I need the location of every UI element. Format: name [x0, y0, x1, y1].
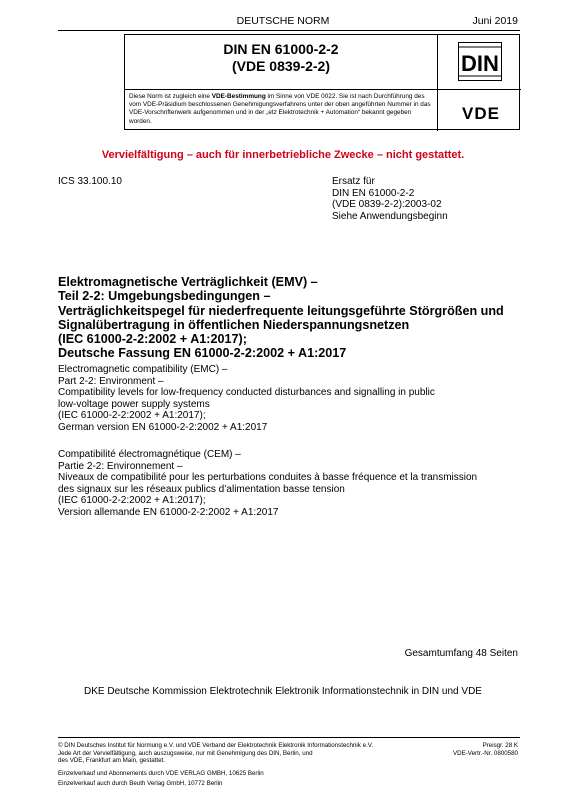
replaces-line: DIN EN 61000-2-2: [332, 187, 415, 199]
vde-logo-text: VDE: [462, 105, 500, 121]
title-en-line: low-voltage power supply systems: [58, 398, 210, 410]
title-fr-line: Niveaux de compatibilité pour les perturbations conduites à basse fréquence et la transmission: [58, 472, 478, 483]
title-en-line: (IEC 61000-2-2:2002 + A1:2017);: [58, 410, 206, 421]
order-number: VDE-Vertr.-Nr. 0800580: [453, 749, 518, 757]
total-pages: Gesamtumfang 48 Seiten: [404, 648, 518, 659]
title-en-line: Compatibility levels for low-frequency conducted disturbances and signalling in public: [58, 387, 435, 398]
notice-suffix: im Sinne von VDE 0022. Sie ist nach Durchführung des vom VDE-Präsidium beschlossenen Genehmigungsverfahrens unter der oben angeführten Nummer in das VDE-Vorschriftenwerk aufgenommen und in der „etz Elektrotechnik + Automation“ bekannt gegeben worden.: [129, 93, 431, 125]
standard-header-box: [124, 34, 520, 130]
issue-date: Juni 2019: [472, 15, 518, 27]
title-fr-line: Compatibilité électromagnétique (CEM) –: [58, 449, 241, 460]
copyright-line: © DIN Deutsches Institut für Normung e.V. und VDE Verband der Elektrotechnik Elektronik Informationstechnik e.V.: [58, 742, 374, 749]
copyright-line: des VDE, Frankfurt am Main, gestattet.: [58, 757, 165, 765]
din-logo-text: DIN: [461, 51, 499, 76]
vde-logo: [453, 105, 509, 121]
vde-number: (VDE 0839-2-2): [231, 58, 331, 74]
price-block: [418, 742, 518, 757]
notice-bold: VDE-Bestimmung: [211, 93, 266, 100]
title-de-line: Verträglichkeitspegel für niederfrequente leitungsgeführte Störgrößen und: [58, 303, 504, 318]
standard-number-block: [125, 41, 437, 75]
replaces-line: Siehe Anwendungsbeginn: [332, 210, 448, 222]
sales-line: Einzelverkauf und Abonnements durch VDE VERLAG GMBH, 10625 Berlin: [58, 770, 264, 777]
sales-line: Einzelverkauf auch durch Beuth Verlag GmbH, 10772 Berlin: [58, 779, 223, 787]
title-en-line: Part 2-2: Environment –: [58, 375, 164, 387]
box-divider-vertical: [437, 35, 438, 131]
sales-block: [58, 769, 264, 788]
title-de-line: Signalübertragung in öffentlichen Niederspannungsnetzen: [58, 317, 410, 332]
dke-line: DKE Deutsche Kommission Elektrotechnik Elektronik Informationstechnik in DIN und VDE: [84, 686, 482, 697]
ics-code: ICS 33.100.10: [58, 176, 122, 187]
reproduction-warning: Vervielfältigung – auch für innerbetriebliche Zwecke – nicht gestattet.: [101, 149, 465, 161]
box-divider-horizontal: [125, 89, 521, 90]
title-german: [58, 275, 520, 361]
replaces-line: Ersatz für: [332, 176, 375, 187]
title-french: [58, 449, 520, 518]
vde-notice: [129, 93, 433, 126]
copyright-block: [58, 742, 418, 765]
title-fr-line: Version allemande EN 61000-2-2:2002 + A1:2017: [58, 506, 279, 518]
replaces-line: (VDE 0839-2-2):2003-02: [332, 199, 442, 210]
title-en-line: Electromagnetic compatibility (EMC) –: [58, 364, 228, 375]
din-logo: [458, 42, 502, 81]
replaces-block: [332, 176, 448, 222]
standard-number: DIN EN 61000-2-2: [223, 41, 339, 57]
title-de-line: (IEC 61000-2-2:2002 + A1:2017);: [58, 332, 247, 347]
title-english: [58, 364, 520, 433]
title-en-line: German version EN 61000-2-2:2002 + A1:2017: [58, 421, 268, 433]
norm-label: DEUTSCHE NORM: [236, 15, 330, 27]
title-de-line: Elektromagnetische Verträglichkeit (EMV) –: [58, 275, 318, 289]
footer-divider: [58, 737, 520, 738]
title-fr-line: des signaux sur les réseaux publics d’alimentation basse tension: [58, 483, 345, 495]
title-de-line: Teil 2-2: Umgebungsbedingungen –: [58, 289, 271, 304]
copyright-line: Jede Art der Vervielfältigung, auch auszugsweise, nur mit Genehmigung des DIN, Berlin, und: [58, 749, 313, 757]
title-fr-line: (IEC 61000-2-2:2002 + A1:2017);: [58, 495, 206, 506]
title-de-line: Deutsche Fassung EN 61000-2-2:2002 + A1:2017: [58, 346, 347, 361]
price-group: Preisgr. 28 K: [482, 742, 518, 749]
notice-prefix: Diese Norm ist zugleich eine: [129, 93, 212, 100]
title-fr-line: Partie 2-2: Environnement –: [58, 460, 183, 472]
header-divider: [58, 30, 520, 31]
